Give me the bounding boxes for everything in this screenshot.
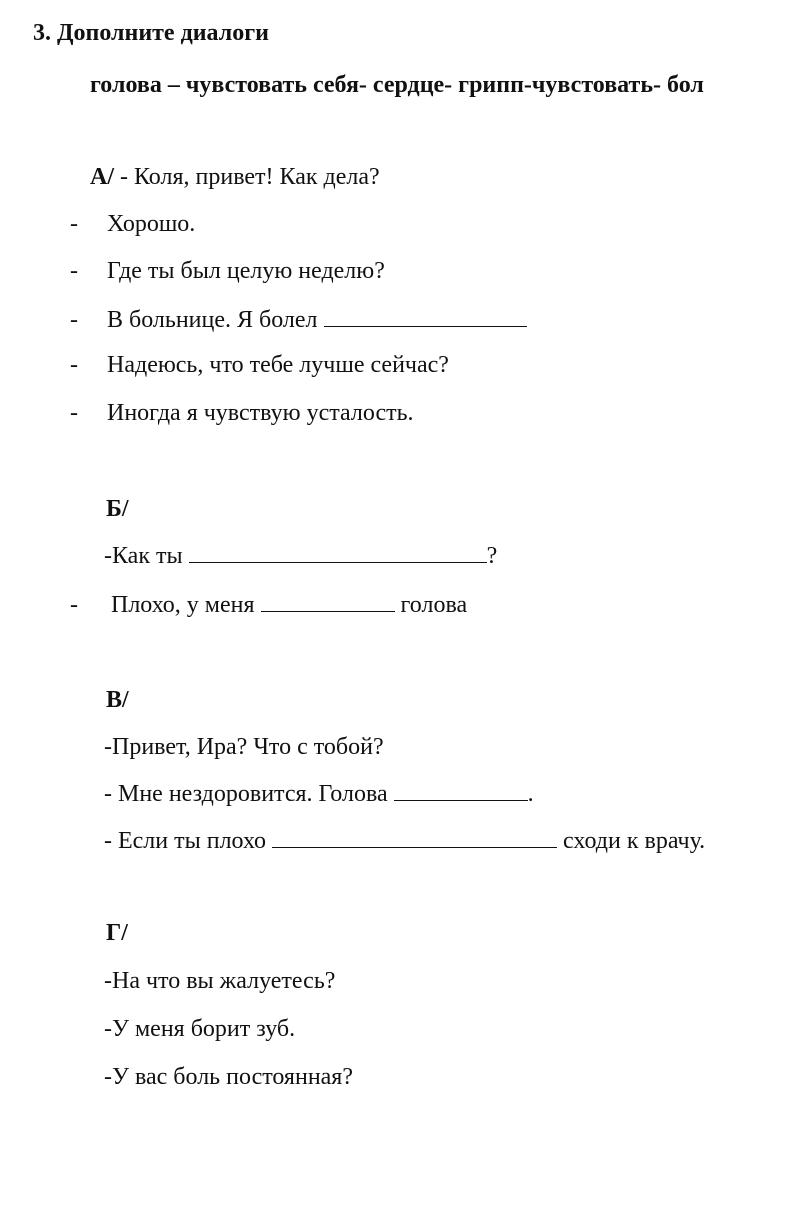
dialog-c-line-3 xyxy=(104,826,705,856)
answer-blank[interactable] xyxy=(394,780,528,801)
answer-blank[interactable] xyxy=(324,306,527,327)
dialog-dash: - xyxy=(70,211,78,237)
dialog-dash: - xyxy=(70,592,78,618)
dialog-a-opening: - Коля, привет! Как дела? xyxy=(114,164,380,190)
dialog-dash: - xyxy=(70,258,78,284)
answer-blank[interactable] xyxy=(261,591,395,612)
dialog-b-line-1-end: ? xyxy=(486,543,498,569)
dialog-c-line-1: -Привет, Ира? Что с тобой? xyxy=(104,734,384,760)
word-bank: голова – чувстовать себя- сердце- грипп-чувстовать- бол xyxy=(90,72,704,98)
dialog-c-line-2-text: - Мне нездоровится. Голова xyxy=(104,781,388,807)
answer-blank[interactable] xyxy=(272,827,557,848)
dialog-b-line-2-text: Плохо, у меня xyxy=(111,592,255,618)
dialog-b-line-2-end: голова xyxy=(400,592,468,618)
dialog-d-label: Г/ xyxy=(106,920,128,946)
answer-blank[interactable] xyxy=(189,542,487,563)
dialog-c-line-2 xyxy=(104,779,534,809)
dialog-dash: - xyxy=(70,352,78,378)
dialog-c-line-2-end: . xyxy=(527,781,534,807)
dialog-c-line-3-end: сходи к врачу. xyxy=(563,828,706,854)
dialog-b-label: Б/ xyxy=(106,496,129,522)
dialog-b-line-1 xyxy=(104,541,497,571)
dialog-a-line-3-text: В больнице. Я болел xyxy=(107,307,318,333)
dialog-a-line-1: Хорошо. xyxy=(107,211,196,237)
dialog-dash: - xyxy=(70,307,78,333)
dialog-dash: - xyxy=(70,400,78,426)
dialog-d-line-3: -У вас боль постоянная? xyxy=(104,1064,353,1090)
dialog-a-line-5: Иногда я чувствую усталость. xyxy=(107,400,414,426)
dialog-a-line-2: Где ты был целую неделю? xyxy=(107,258,385,284)
dialog-c-label: В/ xyxy=(106,687,129,713)
dialog-d-line-1: -На что вы жалуетесь? xyxy=(104,968,336,994)
dialog-a-opening-line xyxy=(90,162,380,192)
dialog-a-line-3 xyxy=(107,305,527,335)
dialog-a-line-4: Надеюсь, что тебе лучше сейчас? xyxy=(107,352,449,378)
exercise-title: 3. Дополните диалоги xyxy=(33,20,269,46)
dialog-b-line-2 xyxy=(111,590,467,620)
dialog-c-line-3-text: - Если ты плохо xyxy=(104,828,267,854)
dialog-a-label: А/ xyxy=(90,164,114,190)
dialog-d-line-2: -У меня борит зуб. xyxy=(104,1016,296,1042)
dialog-b-line-1-text: -Как ты xyxy=(104,543,183,569)
